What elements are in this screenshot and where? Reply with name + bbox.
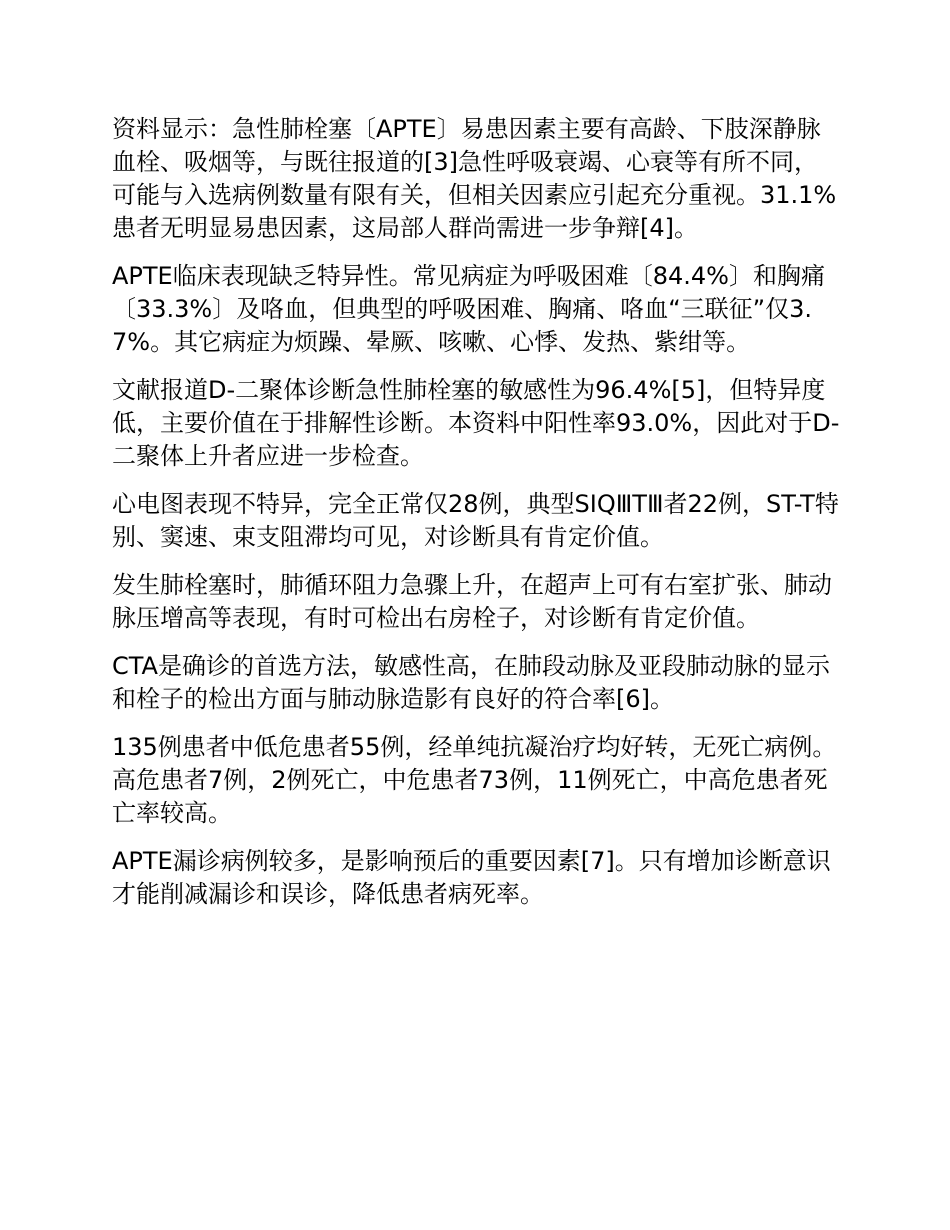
paragraph-outcomes: 135例患者中低危患者55例，经单纯抗凝治疗均好转，无死亡病例。高危患者7例，2例死亡，中危患者73例，11例死亡，中高危患者死亡率较高。 xyxy=(112,733,837,827)
paragraph-risk-factors: 资料显示：急性肺栓塞〔APTE〕易患因素主要有高龄、下肢深静脉血栓、吸烟等，与既往报道的[3]急性呼吸衰竭、心衰等有所不同，可能与入选病例数量有限有关，但相关因素应引起充分重视。31.1%患者无明显易患因素，这局部人群尚需进一步争辩[4]。 xyxy=(112,115,837,242)
paragraph-cta: CTA是确诊的首选方法，敏感性高，在肺段动脉及亚段肺动脉的显示和栓子的检出方面与肺动脉造影有良好的符合率[6]。 xyxy=(112,652,830,713)
paragraph-d-dimer: 文献报道D-二聚体诊断急性肺栓塞的敏感性为96.4%[5]，但特异度低，主要价值在于排解性诊断。本资料中阳性率93.0%，因此对于D-二聚体上升者应进一步检查。 xyxy=(112,376,840,470)
document-body xyxy=(112,113,840,926)
paragraph-clinical-presentation: APTE临床表现缺乏特异性。常见病症为呼吸困难〔84.4%〕和胸痛〔33.3%〕及咯血，但典型的呼吸困难、胸痛、咯血“三联征”仅3.7%。其它病症为烦躁、晕厥、咳嗽、心悸、发热、紫绀等。 xyxy=(112,262,825,356)
paragraph-missed-diagnosis: APTE漏诊病例较多，是影响预后的重要因素[7]。只有增加诊断意识才能削减漏诊和误诊，降低患者病死率。 xyxy=(112,847,831,908)
paragraph-echocardiography: 发生肺栓塞时，肺循环阻力急骤上升，在超声上可有右室扩张、肺动脉压增高等表现，有时可检出右房栓子，对诊断有肯定价值。 xyxy=(112,571,832,632)
paragraph-ecg: 心电图表现不特异，完全正常仅28例，典型SIQⅢTⅢ者22例，ST-T特别、窦速、束支阻滞均可见，对诊断具有肯定价值。 xyxy=(112,490,839,551)
